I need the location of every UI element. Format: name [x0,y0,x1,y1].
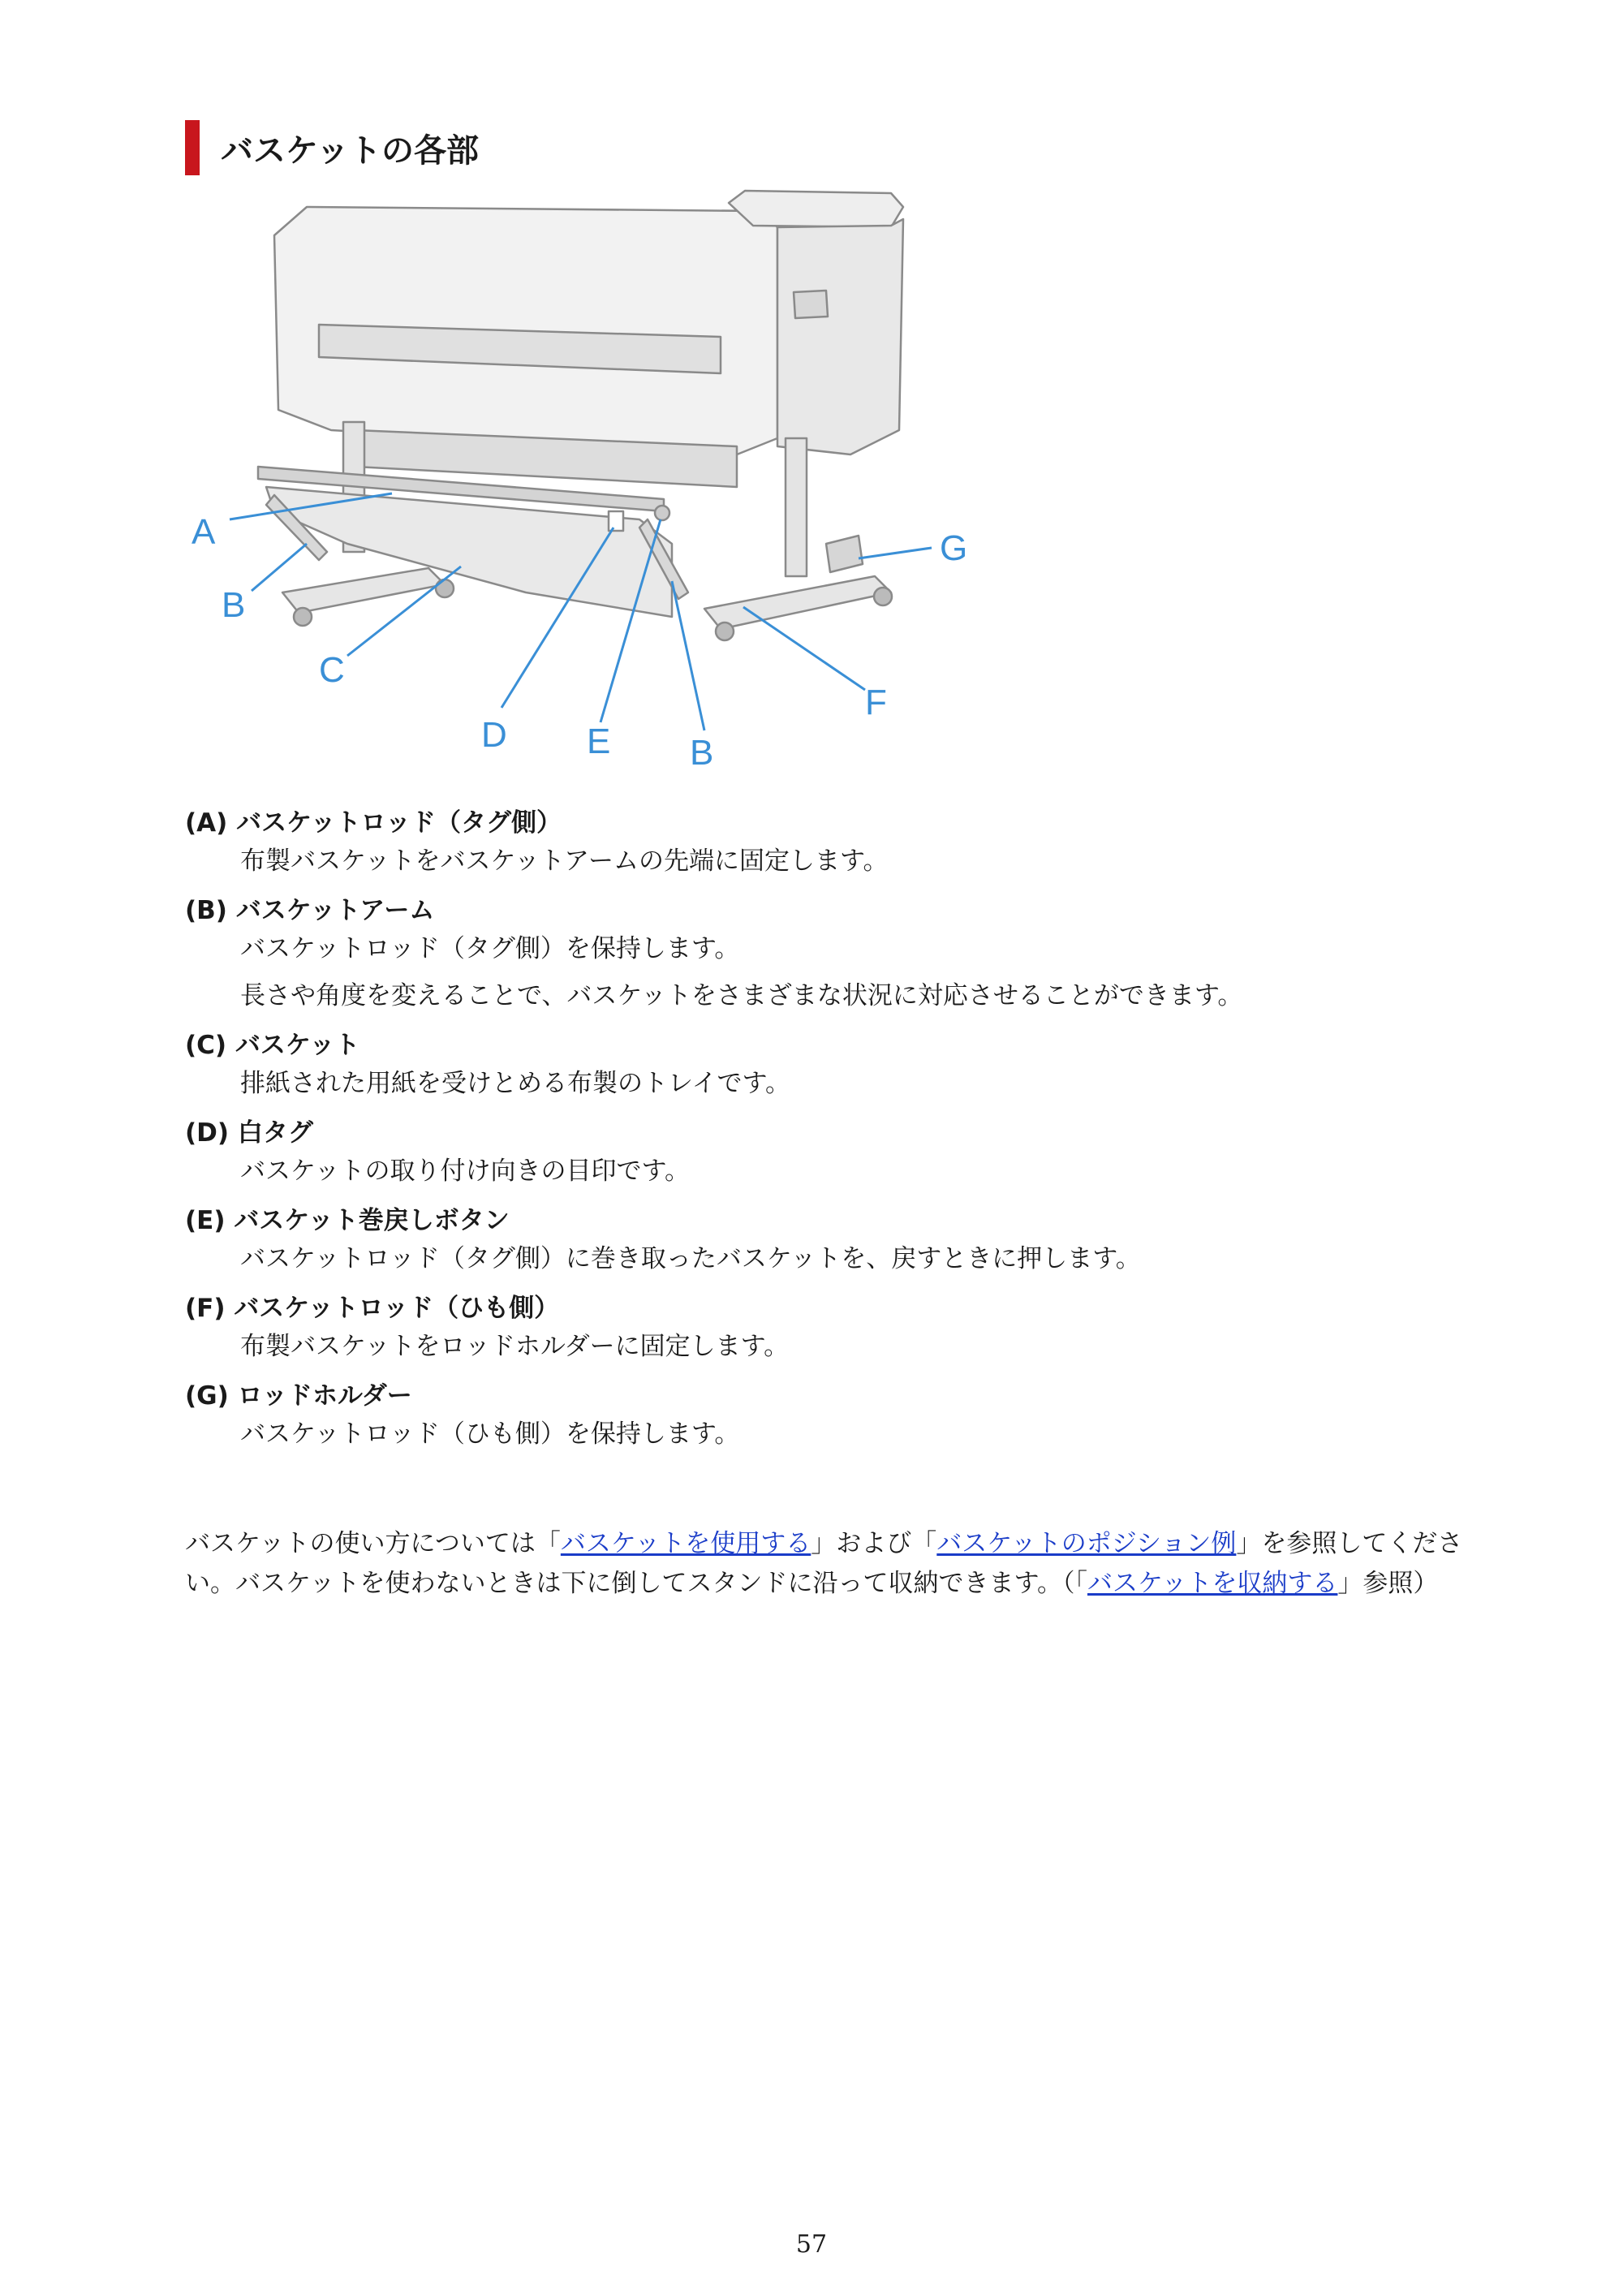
paragraph-text: 」を参照してください。バスケットを使わないときは下に倒してスタンドに沿って収納できます。（「 [185,1529,1463,1598]
part-description: 布製バスケットをロッドホルダーに固定します。 [240,1332,790,1361]
part-term: (C) バスケット [185,1031,360,1060]
heading-title: バスケットの各部 [221,131,479,170]
section-heading [185,120,479,175]
callout-B-right: B [690,733,714,773]
part-item-d [185,1114,1483,1190]
callout-G: G [940,528,968,568]
part-item-e [185,1201,1483,1277]
part-item-f [185,1289,1483,1365]
part-term: (G) ロッドホルダー [185,1381,412,1411]
part-item-c [185,1026,1483,1102]
part-term: (E) バスケット巻戻しボタン [185,1206,510,1235]
part-description: バスケットロッド（タグ側）に巻き取ったバスケットを、戻すときに押します。 [240,1244,1141,1273]
parts-definition-list [185,803,1483,1464]
part-item-a [185,803,1483,880]
link-store-basket[interactable]: バスケットを収納する [1087,1569,1338,1598]
usage-paragraph [185,1524,1483,1604]
callout-D: D [481,715,507,755]
part-item-g [185,1376,1483,1453]
paragraph-text: バスケットの使い方については「 [185,1529,561,1558]
part-term: (B) バスケットアーム [185,896,435,925]
part-description: バスケットロッド（タグ側）を保持します。 [240,934,740,963]
heading-accent-bar [185,120,200,175]
callout-A: A [192,512,216,552]
callout-C: C [319,650,345,690]
page-number: 57 [795,2230,828,2259]
part-term: (A) バスケットロッド（タグ側） [185,808,562,838]
link-basket-positions[interactable]: バスケットのポジション例 [936,1529,1237,1558]
paragraph-text: 」および「 [811,1529,937,1558]
part-description: バスケットの取り付け向きの目印です。 [240,1157,690,1186]
part-term: (D) 白タグ [185,1118,313,1148]
part-description: 排紙された用紙を受けとめる布製のトレイです。 [240,1069,790,1098]
part-item-b [185,891,1483,1014]
callout-F: F [865,683,887,722]
callout-B-left: B [222,585,246,625]
part-description: 布製バスケットをバスケットアームの先端に固定します。 [240,846,889,876]
paragraph-text: 」参照） [1337,1569,1439,1598]
part-description: バスケットロッド（ひも側）を保持します。 [240,1419,740,1449]
callout-E: E [587,722,611,761]
part-description: 長さや角度を変えることで、バスケットをさまざまな状況に対応させることができます。 [240,981,1243,1010]
printer-basket-illustration [185,187,997,779]
link-use-basket[interactable]: バスケットを使用する [560,1529,812,1558]
part-term: (F) バスケットロッド（ひも側） [185,1294,560,1323]
